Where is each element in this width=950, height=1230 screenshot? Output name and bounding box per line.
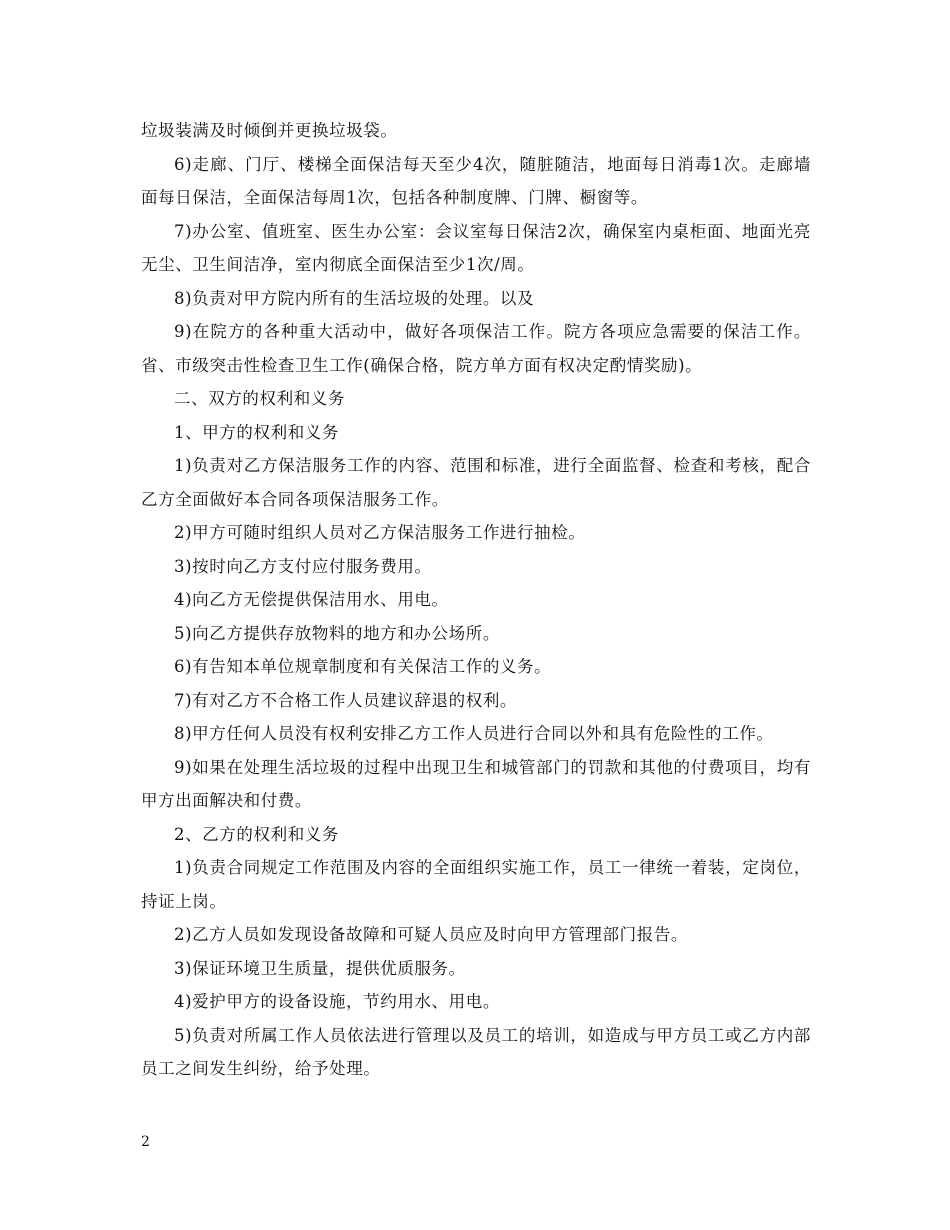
party-a-item-6: 6)有告知本单位规章制度和有关保洁工作的义务。 [174,657,552,676]
party-a-item-1: 1)负责对乙方保洁服务工作的内容、范围和标准，进行全面监督、检查和考核，配合乙方全面做好本合同各项保洁服务工作。 [141,456,811,509]
party-b-item-3: 3)保证环境卫生质量，提供优质服务。 [174,958,466,978]
party-b-item-5: 5)负责对所属工作人员依法进行管理以及员工的培训，如造成与甲方员工或乙方内部员工之间发生纠纷，给予处理。 [141,1025,811,1078]
paragraph-continuation: 垃圾装满及时倾倒并更换垃圾袋。 [141,121,398,140]
party-a-item-3: 3)按时向乙方支付应付服务费用。 [174,556,432,576]
subsection-heading-party-b: 2、乙方的权利和义务 [174,824,339,844]
page-number: 2 [141,1134,150,1150]
party-a-item-2: 2)甲方可随时组织人员对乙方保洁服务工作进行抽检。 [174,523,586,542]
party-a-item-8: 8)甲方任何人员没有权利安排乙方工作人员进行合同以外和具有危险性的工作。 [174,724,774,743]
paragraph-item-8-garbage: 8)负责对甲方院内所有的生活垃圾的处理。以及 [174,288,535,308]
subsection-heading-party-a: 1、甲方的权利和义务 [174,422,339,442]
paragraph-item-9-activities: 9)在院方的各种重大活动中，做好各项保洁工作。院方各项应急需要的保洁工作。省、市级突击性检查卫生工作(确保合格，院方单方面有权决定酌情奖励)。 [141,322,811,375]
paragraph-item-7-office: 7)办公室、值班室、医生办公室：会议室每日保洁2次，确保室内桌柜面、地面光亮无尘、卫生间洁净，室内彻底全面保洁至少1次/周。 [141,221,811,274]
party-a-item-5: 5)向乙方提供存放物料的地方和办公场所。 [174,623,500,643]
party-b-item-1: 1)负责合同规定工作范围及内容的全面组织实施工作，员工一律统一着装，定岗位，持证上岗。 [141,858,811,911]
party-a-item-7: 7)有对乙方不合格工作人员建议辞退的权利。 [174,690,518,710]
paragraph-item-6-corridor: 6)走廊、门厅、楼梯全面保洁每天至少4次，随脏随洁，地面每日消毒1次。走廊墙面每日保洁，全面保洁每周1次，包括各种制度牌、门牌、橱窗等。 [141,154,811,207]
section-heading-rights: 二、双方的权利和义务 [174,389,345,408]
party-a-item-9: 9)如果在处理生活垃圾的过程中出现卫生和城管部门的罚款和其他的付费项目，均有甲方出面解决和付费。 [141,757,811,810]
party-b-item-2: 2)乙方人员如发现设备故障和可疑人员应及时向甲方管理部门报告。 [174,925,689,944]
party-a-item-4: 4)向乙方无偿提供保洁用水、用电。 [174,590,449,609]
party-b-item-4: 4)爱护甲方的设备设施，节约用水、用电。 [174,992,500,1011]
document-body [141,114,811,1086]
